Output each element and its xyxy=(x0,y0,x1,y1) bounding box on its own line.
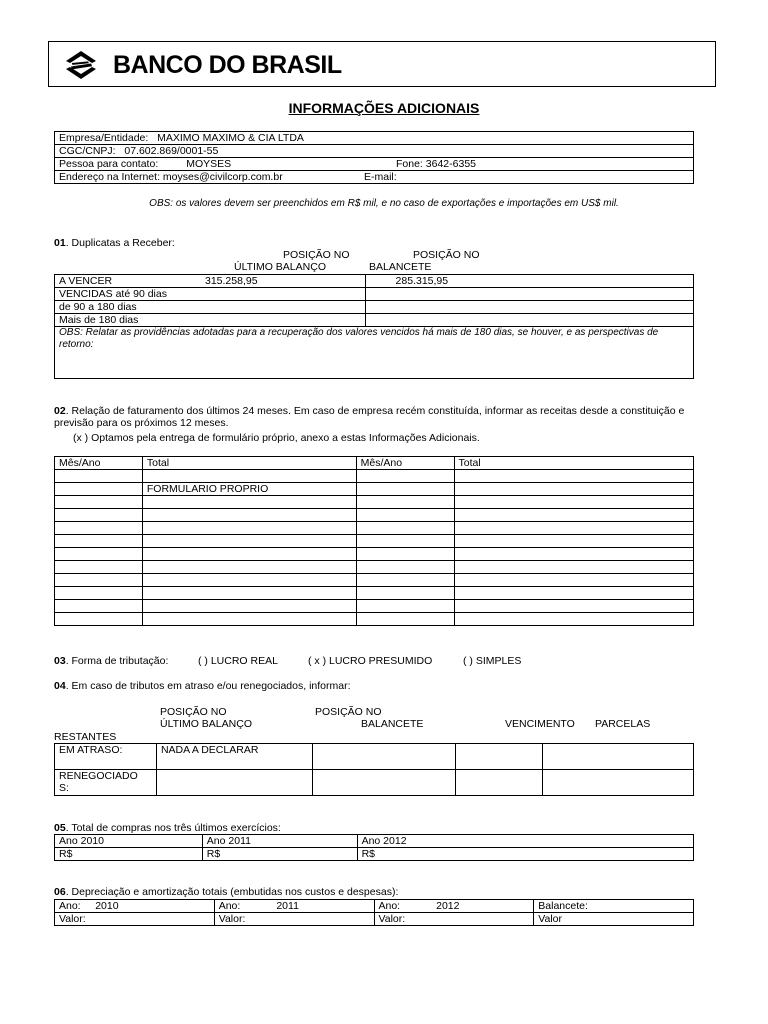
s04-col2-line2: BALANCETE xyxy=(361,718,424,730)
s04-col3: VENCIMENTO xyxy=(505,718,575,730)
table-row xyxy=(55,587,694,600)
contato-value: MOYSES xyxy=(186,158,232,170)
s02-option: (x ) Optamos pela entrega de formulário próprio, anexo a estas Informações Adicionais. xyxy=(73,432,480,444)
table-row: Mais de 180 dias xyxy=(55,314,694,327)
s02-header-mes1: Mês/Ano xyxy=(55,457,143,470)
s04-col4: PARCELAS xyxy=(595,718,651,730)
table-row xyxy=(55,744,694,770)
s01-avencer-v2: 285.315,95 xyxy=(365,275,693,288)
s04-col2-line1: POSIÇÃO NO xyxy=(315,706,382,718)
endereco-row: Endereço na Internet: moyses@civilcorp.com.br E-mail: xyxy=(55,171,694,184)
s06-year-2012: 2012 xyxy=(436,900,460,912)
table-row xyxy=(55,457,694,470)
s01-col1-line1: POSIÇÃO NO xyxy=(283,249,350,261)
s04-col1-line2: ÚLTIMO BALANÇO xyxy=(160,718,252,730)
s03-opt-lucro-real: ( ) LUCRO REAL xyxy=(198,655,278,667)
endereco-value: moyses@civilcorp.com.br xyxy=(162,171,283,183)
table-row xyxy=(55,522,694,535)
empresa-row: Empresa/Entidade: MAXIMO MAXIMO & CIA LTDA xyxy=(55,132,694,145)
table-row: R$ R$ R$ xyxy=(55,848,694,861)
s01-obs-row xyxy=(55,327,694,379)
table-row: Valor: Valor: Valor: Valor xyxy=(55,913,694,926)
s01-col2-line2: BALANCETE xyxy=(369,261,432,273)
table-row: A VENCER 315.258,95 285.315,95 xyxy=(55,275,694,288)
table-row: de 90 a 180 dias xyxy=(55,301,694,314)
s05-year-2012: Ano 2012 xyxy=(357,835,693,848)
s02-header-mes2: Mês/Ano xyxy=(356,457,454,470)
s04-nada-a-declarar: NADA A DECLARAR xyxy=(156,744,312,770)
table-row xyxy=(55,483,694,496)
table-row xyxy=(55,600,694,613)
s02-formulario: FORMULARIO PROPRIO xyxy=(142,483,356,496)
s06-text: 06. Depreciação e amortização totais (embutidas nos custos e despesas): xyxy=(54,886,399,898)
table-row xyxy=(55,561,694,574)
contato-row: Pessoa para contato: MOYSES Fone: 3642-6355 xyxy=(55,158,694,171)
s02-text: 02. Relação de faturamento dos últimos 24 meses. Em caso de empresa recém constituída, informar as receitas desde a constituição e previsão para os próximos 12 meses. xyxy=(54,405,685,429)
s02-header-total2: Total xyxy=(454,457,693,470)
table-row xyxy=(55,470,694,483)
s01-obs: OBS: Relatar as providências adotadas para a recuperação dos valores vencidos há mais de 180 dias, se houver, e as perspectivas de retorno: xyxy=(55,327,694,379)
s03-text: 03. Forma de tributação: xyxy=(54,655,169,667)
table-row xyxy=(55,770,694,796)
banco-do-brasil-logo-icon xyxy=(65,50,97,80)
table-row xyxy=(55,574,694,587)
s05-year-2010: Ano 2010 xyxy=(55,835,203,848)
s05-text: 05. Total de compras nos três últimos exercícios: xyxy=(54,822,281,834)
cnpj-row: CGC/CNPJ: 07.602.869/0001-55 xyxy=(55,145,694,158)
empresa-value: MAXIMO MAXIMO & CIA LTDA xyxy=(157,132,304,144)
s04-renegociados-label: RENEGOCIADO S: xyxy=(55,770,157,796)
s02-header-total1: Total xyxy=(142,457,356,470)
header-logo-box xyxy=(48,41,716,87)
s01-title: 01. Duplicatas a Receber: xyxy=(54,237,175,249)
table-row: VENCIDAS até 90 dias xyxy=(55,288,694,301)
s06-year-2010: 2010 xyxy=(95,900,119,912)
s02-table xyxy=(54,456,694,626)
s05-year-2011: Ano 2011 xyxy=(202,835,357,848)
table-row xyxy=(55,548,694,561)
s04-table xyxy=(54,743,694,796)
s03-opt-simples: ( ) SIMPLES xyxy=(463,655,522,667)
s04-col1-line1: POSIÇÃO NO xyxy=(160,706,227,718)
s04-em-atraso-label: EM ATRASO: xyxy=(55,744,157,770)
cnpj-value: 07.602.869/0001-55 xyxy=(124,145,219,157)
company-info-table xyxy=(54,131,694,184)
logo-text: BANCO DO BRASIL xyxy=(113,51,342,79)
s04-col4-line2: RESTANTES xyxy=(54,731,117,743)
table-row xyxy=(55,835,694,848)
s06-balancete: Balancete: xyxy=(534,900,694,913)
fone-value: 3642-6355 xyxy=(425,158,476,170)
s01-avencer-v1: 315.258,95 xyxy=(205,275,258,287)
s01-table xyxy=(54,274,694,379)
email-label: E-mail: xyxy=(364,171,397,183)
s06-year-2011: 2011 xyxy=(276,900,299,912)
table-row xyxy=(55,509,694,522)
s03-opt-lucro-presumido: ( x ) LUCRO PRESUMIDO xyxy=(308,655,433,667)
table-row: Ano: 2010 Ano: 2011 Ano: 2012 Balancete: xyxy=(55,900,694,913)
s05-table xyxy=(54,834,694,861)
table-row xyxy=(55,613,694,626)
page-title: INFORMAÇÕES ADICIONAIS xyxy=(288,100,480,116)
s01-col1-line2: ÚLTIMO BALANÇO xyxy=(234,261,326,273)
table-row xyxy=(55,496,694,509)
s01-col2-line1: POSIÇÃO NO xyxy=(413,249,480,261)
s06-table xyxy=(54,899,694,926)
obs-main: OBS: os valores devem ser preenchidos em R$ mil, e no caso de exportações e importações em US$ mil. xyxy=(149,198,619,209)
s04-text: 04. Em caso de tributos em atraso e/ou renegociados, informar: xyxy=(54,680,351,692)
table-row xyxy=(55,535,694,548)
